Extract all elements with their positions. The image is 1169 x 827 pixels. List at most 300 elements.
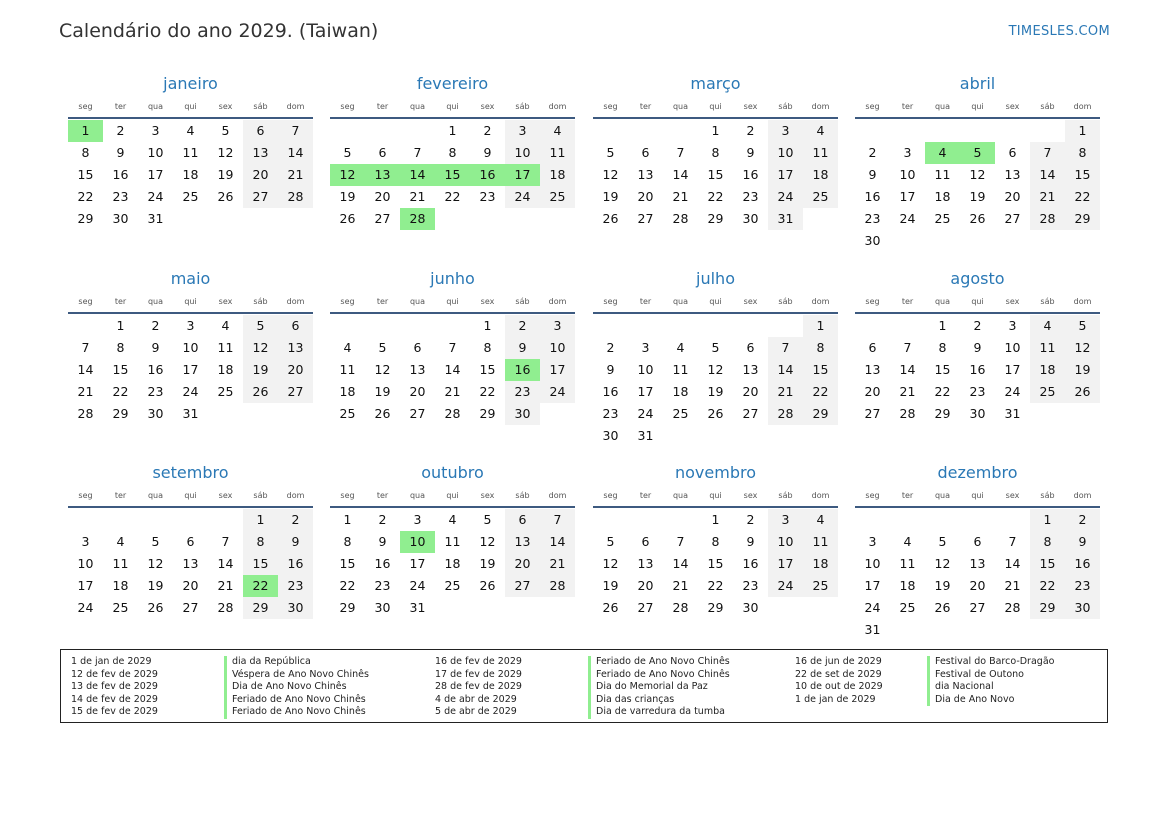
weekday-label: sex <box>480 297 495 306</box>
day-cell <box>733 425 768 447</box>
day-cell: 5 <box>1065 315 1100 337</box>
day-cell: 12 <box>602 556 619 571</box>
day-cell: 26 <box>707 406 724 421</box>
day-cell: 24 <box>182 384 199 399</box>
day-cell: 4 <box>1030 315 1065 337</box>
day-cell: 19 <box>602 578 619 593</box>
day-cell: 30 <box>147 406 164 421</box>
weekday-label: ter <box>114 491 127 500</box>
day-cell: 14 <box>768 359 803 381</box>
day-cell: 1 <box>448 123 457 138</box>
weekday-label: dom <box>548 297 567 306</box>
week-row <box>330 186 575 208</box>
day-cell: 17 <box>768 553 803 575</box>
week-row <box>855 619 1100 641</box>
holiday-name: Feriado de Ano Novo Chinês <box>224 694 369 707</box>
week-row <box>330 337 575 359</box>
day-cell <box>173 509 208 531</box>
day-cell <box>103 509 138 531</box>
day-cell: 21 <box>444 384 461 399</box>
day-cell: 3 <box>505 120 540 142</box>
day-cell: 1 <box>711 512 720 527</box>
weekday-label: sáb <box>1040 297 1055 306</box>
day-cell <box>208 403 243 425</box>
day-cell <box>803 597 838 619</box>
week-row <box>855 337 1100 359</box>
week-row <box>593 186 838 208</box>
day-cell: 11 <box>217 340 234 355</box>
day-cell: 30 <box>742 600 759 615</box>
weekday-label: seg <box>78 491 93 500</box>
day-cell: 18 <box>217 362 234 377</box>
weekday-label: qui <box>446 102 459 111</box>
day-cell: 8 <box>1065 142 1100 164</box>
day-cell: 18 <box>803 164 838 186</box>
weekday-label: seg <box>865 102 880 111</box>
day-cell: 27 <box>182 600 199 615</box>
day-cell: 24 <box>899 211 916 226</box>
day-cell <box>435 315 470 337</box>
day-cell: 21 <box>278 164 313 186</box>
day-cell: 16 <box>602 384 619 399</box>
day-cell <box>540 208 575 230</box>
month-name: dezembro <box>937 463 1018 482</box>
holiday-legend <box>60 649 1108 723</box>
day-cell: 8 <box>711 534 720 549</box>
day-cell: 11 <box>899 556 916 571</box>
week-row <box>593 597 838 619</box>
weekday-header <box>68 292 313 314</box>
day-cell: 12 <box>243 337 278 359</box>
day-cell: 30 <box>969 406 986 421</box>
day-cell: 23 <box>1065 575 1100 597</box>
weekday-label: dom <box>286 297 305 306</box>
day-cell: 28 <box>400 208 435 230</box>
day-cell: 23 <box>505 381 540 403</box>
day-cell: 22 <box>934 384 951 399</box>
day-cell <box>663 315 698 337</box>
weekday-label: qua <box>934 491 951 500</box>
day-cell: 24 <box>147 189 164 204</box>
day-cell: 7 <box>448 340 457 355</box>
day-cell: 18 <box>540 164 575 186</box>
week-row <box>593 381 838 403</box>
day-cell: 15 <box>1065 164 1100 186</box>
day-cell: 17 <box>1004 362 1021 377</box>
day-cell: 22 <box>707 189 724 204</box>
day-cell: 16 <box>470 164 505 186</box>
day-cell: 11 <box>803 531 838 553</box>
day-cell: 21 <box>672 578 689 593</box>
day-cell: 6 <box>746 340 755 355</box>
day-cell: 24 <box>1004 384 1021 399</box>
day-cell: 10 <box>864 556 881 571</box>
day-cell: 1 <box>68 120 103 142</box>
day-cell <box>768 425 803 447</box>
day-cell: 18 <box>112 578 129 593</box>
day-cell: 28 <box>768 403 803 425</box>
weekday-label: ter <box>639 297 652 306</box>
day-cell: 16 <box>147 362 164 377</box>
day-cell: 15 <box>479 362 496 377</box>
day-cell <box>960 619 995 641</box>
week-row <box>593 142 838 164</box>
day-cell: 30 <box>1065 597 1100 619</box>
day-cell: 14 <box>77 362 94 377</box>
weekday-label: sáb <box>778 297 793 306</box>
day-cell: 20 <box>637 578 654 593</box>
day-cell: 11 <box>339 362 356 377</box>
weekday-label: qui <box>184 297 197 306</box>
day-cell: 19 <box>1065 359 1100 381</box>
day-cell: 12 <box>374 362 391 377</box>
week-row <box>593 208 838 230</box>
holiday-dates-col-3 <box>795 656 883 706</box>
day-cell: 14 <box>217 556 234 571</box>
day-cell: 19 <box>934 578 951 593</box>
holiday-name: Festival do Barco-Dragão <box>927 656 1054 669</box>
day-cell <box>68 509 103 531</box>
day-cell: 2 <box>116 123 125 138</box>
month-março <box>593 73 838 230</box>
week-row <box>68 403 313 425</box>
day-cell: 17 <box>899 189 916 204</box>
day-cell: 2 <box>1065 509 1100 531</box>
day-cell: 25 <box>934 211 951 226</box>
weekday-header <box>330 486 575 508</box>
month-fevereiro <box>330 73 575 230</box>
day-cell: 14 <box>444 362 461 377</box>
holiday-date: 16 de jun de 2029 <box>795 656 882 667</box>
day-cell: 22 <box>479 384 496 399</box>
weekday-header <box>330 97 575 119</box>
weekday-label: ter <box>114 297 127 306</box>
month-novembro <box>593 462 838 619</box>
weekday-label: sáb <box>515 102 530 111</box>
holiday-date: 10 de out de 2029 <box>795 681 883 693</box>
day-cell: 31 <box>637 428 654 443</box>
week-row <box>330 403 575 425</box>
day-cell: 3 <box>151 123 160 138</box>
day-cell: 15 <box>243 553 278 575</box>
day-cell: 28 <box>540 575 575 597</box>
day-cell: 25 <box>217 384 234 399</box>
week-row <box>330 315 575 337</box>
day-cell: 9 <box>483 145 492 160</box>
day-cell: 2 <box>606 340 615 355</box>
day-cell <box>540 403 575 425</box>
day-cell <box>278 208 313 230</box>
weekday-header <box>593 486 838 508</box>
holiday-name: dia da República <box>224 656 369 669</box>
day-cell: 5 <box>606 534 615 549</box>
day-cell: 3 <box>81 534 90 549</box>
day-cell: 10 <box>400 531 435 553</box>
month-name: fevereiro <box>416 74 489 93</box>
day-cell: 31 <box>768 208 803 230</box>
day-cell <box>855 315 890 337</box>
holiday-name: Feriado de Ano Novo Chinês <box>588 669 730 682</box>
day-cell <box>435 208 470 230</box>
holiday-dates-col-1 <box>71 656 158 719</box>
holiday-date: 13 de fev de 2029 <box>71 681 158 693</box>
week-row <box>330 575 575 597</box>
weekday-label: ter <box>376 102 389 111</box>
week-row <box>593 337 838 359</box>
holiday-date: 1 de jan de 2029 <box>795 693 876 705</box>
weekday-label: dom <box>1073 297 1092 306</box>
month-junho <box>330 268 575 425</box>
day-cell <box>400 315 435 337</box>
day-cell <box>593 120 628 142</box>
weekday-label: qua <box>147 491 164 500</box>
day-cell: 25 <box>444 578 461 593</box>
day-cell: 28 <box>217 600 234 615</box>
day-cell: 27 <box>969 600 986 615</box>
weekday-label: qua <box>672 102 689 111</box>
holiday-date: 5 de abr de 2029 <box>435 706 517 718</box>
weekday-label: sáb <box>515 491 530 500</box>
week-row <box>855 381 1100 403</box>
day-cell: 6 <box>641 534 650 549</box>
weekday-label: ter <box>901 102 914 111</box>
day-cell: 22 <box>77 189 94 204</box>
day-cell: 8 <box>483 340 492 355</box>
day-cell: 23 <box>147 384 164 399</box>
day-cell: 20 <box>1004 189 1021 204</box>
day-cell: 6 <box>973 534 982 549</box>
week-row <box>330 359 575 381</box>
day-cell: 9 <box>1065 531 1100 553</box>
day-cell: 31 <box>409 600 426 615</box>
weekday-header <box>593 292 838 314</box>
weekday-label: sex <box>743 297 758 306</box>
day-cell: 20 <box>505 553 540 575</box>
weekday-label: ter <box>901 491 914 500</box>
day-cell: 11 <box>540 142 575 164</box>
month-outubro <box>330 462 575 619</box>
day-cell: 17 <box>147 167 164 182</box>
day-cell: 27 <box>505 575 540 597</box>
day-cell: 10 <box>637 362 654 377</box>
day-cell: 15 <box>339 556 356 571</box>
day-cell: 28 <box>77 406 94 421</box>
weekday-label: qua <box>409 297 426 306</box>
day-cell: 4 <box>343 340 352 355</box>
day-cell: 3 <box>413 512 422 527</box>
day-cell: 22 <box>339 578 356 593</box>
day-cell: 13 <box>969 556 986 571</box>
day-cell: 14 <box>1030 164 1065 186</box>
day-cell: 28 <box>672 211 689 226</box>
day-cell: 15 <box>1030 553 1065 575</box>
day-cell <box>208 208 243 230</box>
day-cell: 7 <box>676 534 685 549</box>
day-cell <box>925 120 960 142</box>
weekday-label: qua <box>934 297 951 306</box>
day-cell <box>768 597 803 619</box>
day-cell: 1 <box>343 512 352 527</box>
weekday-label: seg <box>865 297 880 306</box>
weekday-label: dom <box>548 491 567 500</box>
day-cell: 18 <box>934 189 951 204</box>
day-cell: 10 <box>1004 340 1021 355</box>
day-cell: 25 <box>540 186 575 208</box>
day-cell: 1 <box>116 318 125 333</box>
day-cell: 13 <box>278 337 313 359</box>
weekday-label: seg <box>340 297 355 306</box>
day-cell: 4 <box>221 318 230 333</box>
day-cell: 17 <box>637 384 654 399</box>
week-row <box>68 381 313 403</box>
day-cell: 14 <box>540 531 575 553</box>
day-cell: 19 <box>479 556 496 571</box>
day-cell <box>1065 403 1100 425</box>
day-cell: 3 <box>903 145 912 160</box>
day-cell: 12 <box>147 556 164 571</box>
month-agosto <box>855 268 1100 425</box>
day-cell: 4 <box>116 534 125 549</box>
day-cell <box>1065 230 1100 252</box>
day-cell: 15 <box>435 164 470 186</box>
day-cell: 16 <box>112 167 129 182</box>
weekday-label: sex <box>218 297 233 306</box>
day-cell: 15 <box>803 359 838 381</box>
day-cell <box>663 509 698 531</box>
week-row <box>330 120 575 142</box>
day-cell <box>890 120 925 142</box>
weekday-label: ter <box>376 297 389 306</box>
day-cell: 26 <box>479 578 496 593</box>
day-cell: 2 <box>151 318 160 333</box>
month-name: abril <box>959 74 996 93</box>
holiday-date: 12 de fev de 2029 <box>71 668 158 680</box>
week-row <box>855 553 1100 575</box>
weekday-label: ter <box>114 102 127 111</box>
day-cell: 21 <box>1004 578 1021 593</box>
day-cell: 19 <box>147 578 164 593</box>
day-cell: 27 <box>864 406 881 421</box>
day-cell: 19 <box>969 189 986 204</box>
day-cell: 2 <box>483 123 492 138</box>
weekday-label: dom <box>286 491 305 500</box>
day-cell <box>890 509 925 531</box>
day-cell: 12 <box>934 556 951 571</box>
day-cell: 8 <box>1030 531 1065 553</box>
day-cell: 29 <box>112 406 129 421</box>
day-cell: 13 <box>505 531 540 553</box>
day-cell: 1 <box>1065 120 1100 142</box>
day-cell: 21 <box>768 381 803 403</box>
week-row <box>855 186 1100 208</box>
day-cell: 16 <box>278 553 313 575</box>
day-cell: 16 <box>1065 553 1100 575</box>
day-cell: 30 <box>742 211 759 226</box>
weekday-header <box>855 97 1100 119</box>
day-cell <box>995 230 1030 252</box>
week-row <box>330 509 575 531</box>
day-cell <box>1030 120 1065 142</box>
day-cell <box>208 509 243 531</box>
weekday-header <box>68 97 313 119</box>
day-cell: 29 <box>707 211 724 226</box>
day-cell: 16 <box>864 189 881 204</box>
month-maio <box>68 268 313 425</box>
day-cell: 6 <box>378 145 387 160</box>
weekday-label: dom <box>811 102 830 111</box>
day-cell: 2 <box>746 123 755 138</box>
day-cell: 24 <box>768 186 803 208</box>
day-cell: 27 <box>278 381 313 403</box>
weekday-label: qua <box>672 491 689 500</box>
weekday-label: sáb <box>253 491 268 500</box>
day-cell: 20 <box>742 384 759 399</box>
weekday-label: sex <box>218 102 233 111</box>
day-cell: 6 <box>413 340 422 355</box>
day-cell: 18 <box>182 167 199 182</box>
day-cell: 16 <box>742 556 759 571</box>
day-cell: 25 <box>112 600 129 615</box>
day-cell: 12 <box>330 164 365 186</box>
day-cell: 23 <box>278 575 313 597</box>
holiday-date: 28 de fev de 2029 <box>435 681 522 693</box>
day-cell: 31 <box>182 406 199 421</box>
day-cell: 19 <box>602 189 619 204</box>
day-cell: 7 <box>540 509 575 531</box>
day-cell: 17 <box>77 578 94 593</box>
day-cell: 6 <box>243 120 278 142</box>
day-cell: 11 <box>112 556 129 571</box>
day-cell: 28 <box>444 406 461 421</box>
brand-link[interactable]: TIMESLES.COM <box>1008 24 1110 39</box>
day-cell: 2 <box>868 145 877 160</box>
day-cell: 30 <box>112 211 129 226</box>
weekday-label: sex <box>1005 297 1020 306</box>
week-row <box>68 553 313 575</box>
day-cell: 17 <box>864 578 881 593</box>
holiday-names-col-1 <box>224 656 369 719</box>
month-name: maio <box>170 269 211 288</box>
day-cell: 29 <box>77 211 94 226</box>
day-cell <box>663 120 698 142</box>
month-julho <box>593 268 838 447</box>
day-cell: 27 <box>409 406 426 421</box>
day-cell: 13 <box>409 362 426 377</box>
day-cell: 6 <box>278 315 313 337</box>
day-cell: 12 <box>217 145 234 160</box>
weekday-header <box>330 292 575 314</box>
week-row <box>68 509 313 531</box>
day-cell: 8 <box>243 531 278 553</box>
day-cell <box>138 509 173 531</box>
day-cell: 24 <box>768 575 803 597</box>
holiday-date: 22 de set de 2029 <box>795 668 882 680</box>
holiday-name: Feriado de Ano Novo Chinês <box>588 656 730 669</box>
holiday-date: 1 de jan de 2029 <box>71 656 152 667</box>
day-cell: 30 <box>864 233 881 248</box>
day-cell: 4 <box>903 534 912 549</box>
weekday-label: qui <box>184 102 197 111</box>
day-cell: 12 <box>602 167 619 182</box>
day-cell: 9 <box>151 340 160 355</box>
day-cell: 10 <box>77 556 94 571</box>
day-cell: 9 <box>116 145 125 160</box>
day-cell: 4 <box>803 120 838 142</box>
day-cell <box>1030 619 1065 641</box>
weekday-label: sáb <box>515 297 530 306</box>
day-cell: 22 <box>707 578 724 593</box>
page-title: Calendário do ano 2029. (Taiwan) <box>59 20 379 42</box>
